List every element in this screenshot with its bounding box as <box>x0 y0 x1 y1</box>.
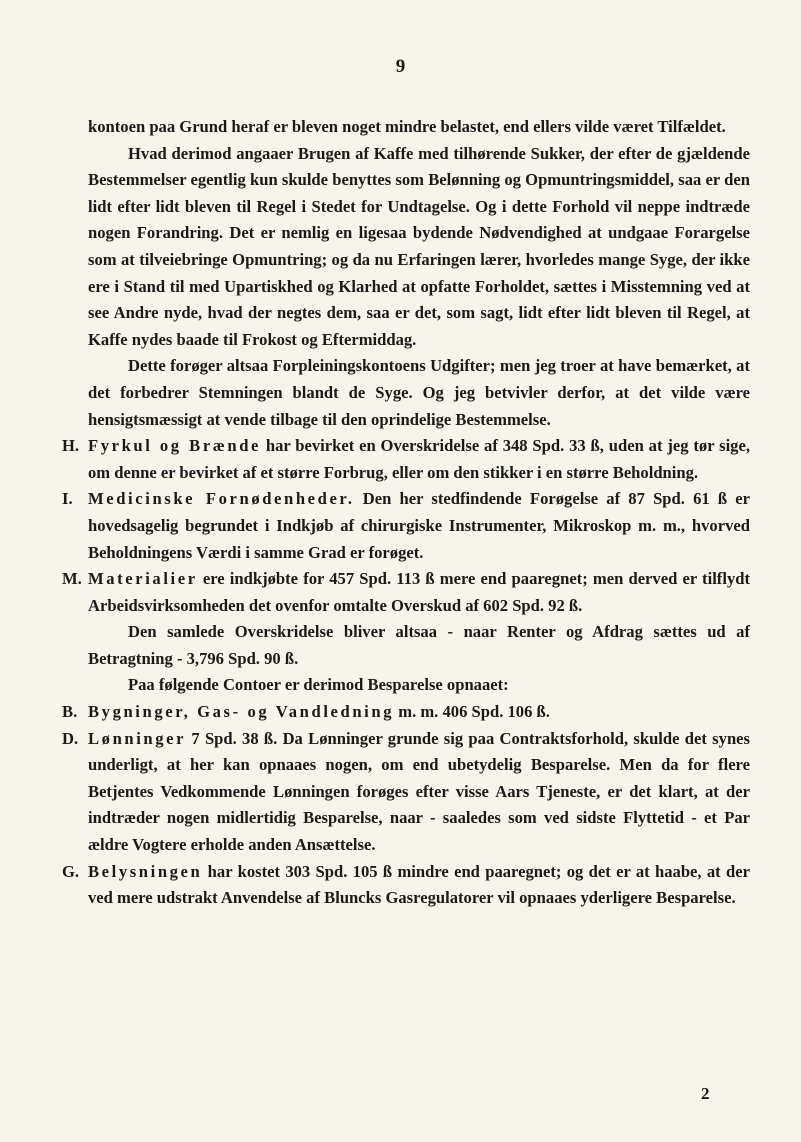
item-m-title: Materialier <box>88 569 198 589</box>
item-b-label: B. <box>62 702 78 722</box>
item-g <box>62 859 750 912</box>
item-g-text: har kostet 303 Spd. 105 ß mindre end paaregnet; og det er at haabe, at der ved mere udstrakt Anvendelse af Bluncks Gasregulatorer vil opnaaes yderligere Besparelse. <box>88 861 750 908</box>
paragraph-3: Dette forøger altsaa Forpleiningskontoens Udgifter; men jeg troer at have bemærket, at det forbedrer Stemningen blandt de Syge. Og jeg betvivler derfor, at det vilde være hensigtsmæssigt at vende tilbage til den oprindelige Bestemmelse. <box>88 356 750 429</box>
item-b-title: Bygninger, Gas- og Vandledning <box>88 702 395 722</box>
item-d-label: D. <box>62 728 79 748</box>
item-h-title: Fyrkul og Brænde <box>88 436 261 456</box>
item-m-label: M. <box>62 569 82 589</box>
item-h-label: H. <box>62 436 80 456</box>
item-g-title: Belysningen <box>88 861 203 881</box>
item-i <box>62 486 750 566</box>
item-m <box>62 566 750 619</box>
item-d-text: 7 Spd. 38 ß. Da Lønninger grunde sig paa Contraktsforhold, skulde det synes underligt, at her kan opnaaes nogen, om end ubetydelig Besparelse. Men da for flere Betjentes Vedkommende Lønningen forøges efter visse Aars Tjeneste, er det klart, at der indtræder nogen midlertidig Besparelse, naar - saaledes som ved sidste Flyttetid - et Par ældre Vogtere erholde anden Ansættelse. <box>88 728 750 855</box>
item-d-title: Lønninger <box>88 728 187 748</box>
body-text <box>62 114 750 912</box>
signature-mark: 2 <box>701 1084 710 1103</box>
paragraph-5: Paa følgende Contoer er derimod Besparelse opnaaet: <box>128 675 509 695</box>
paragraph-1: kontoen paa Grund heraf er bleven noget mindre belastet, end ellers vilde været Tilfældet. <box>88 117 726 136</box>
item-m-text: ere indkjøbte for 457 Spd. 113 ß mere end paaregnet; men derved er tilflydt Arbeidsvirksomheden det ovenfor omtalte Overskud af 602 Spd. 92 ß. <box>88 569 750 615</box>
item-d <box>62 726 750 859</box>
item-b <box>62 699 750 726</box>
page-number: 9 <box>395 56 406 77</box>
item-b-text: m. m. 406 Spd. 106 ß. <box>394 702 550 722</box>
paragraph-4: Den samlede Overskridelse bliver altsaa - naar Renter og Afdrag sættes ud af Betragtning - 3,796 Spd. 90 ß. <box>88 622 750 668</box>
item-i-title: Medicinske Fornødenheder. <box>88 489 355 509</box>
item-g-label: G. <box>62 861 80 881</box>
item-i-text: Den her stedfindende Forøgelse af 87 Spd. 61 ß er hovedsagelig begrundet i Indkjøb af chirurgiske Instrumenter, Mikroskop m. m., hvorved Beholdningens Værdi i samme Grad er forøget. <box>88 489 750 562</box>
paragraph-2: Hvad derimod angaaer Brugen af Kaffe med tilhørende Sukker, der efter de gjældende Bestemmelser egentlig kun skulde benyttes som Belønning og Opmuntringsmiddel, saa er den lidt efter lidt bleven til Regel i Stedet for Undtagelse. Og i dette Forhold vil neppe indtræde nogen Forandring. Det er nemlig en ligesaa bydende Nødvendighed at undgaae Forargelse som at tilveiebringe Opmuntring; og da nu Erfaringen lærer, hvorledes mange Syge, der ikke ere i Stand til med Upartiskhed og Klarhed at opfatte Forholdet, sættes i Misstemning ved at see Andre nyde, hvad der negtes dem, saa er det, som sagt, lidt efter lidt bleven til Regel, at Kaffe nydes baade til Frokost og Eftermiddag. <box>88 143 750 349</box>
item-h-text: har bevirket en Overskridelse af 348 Spd. 33 ß, uden at jeg tør sige, om denne er bevirket af et større Forbrug, eller om den stikker i en større Beholdning. <box>88 436 750 482</box>
item-h <box>62 433 750 486</box>
item-i-label: I. <box>62 489 73 509</box>
